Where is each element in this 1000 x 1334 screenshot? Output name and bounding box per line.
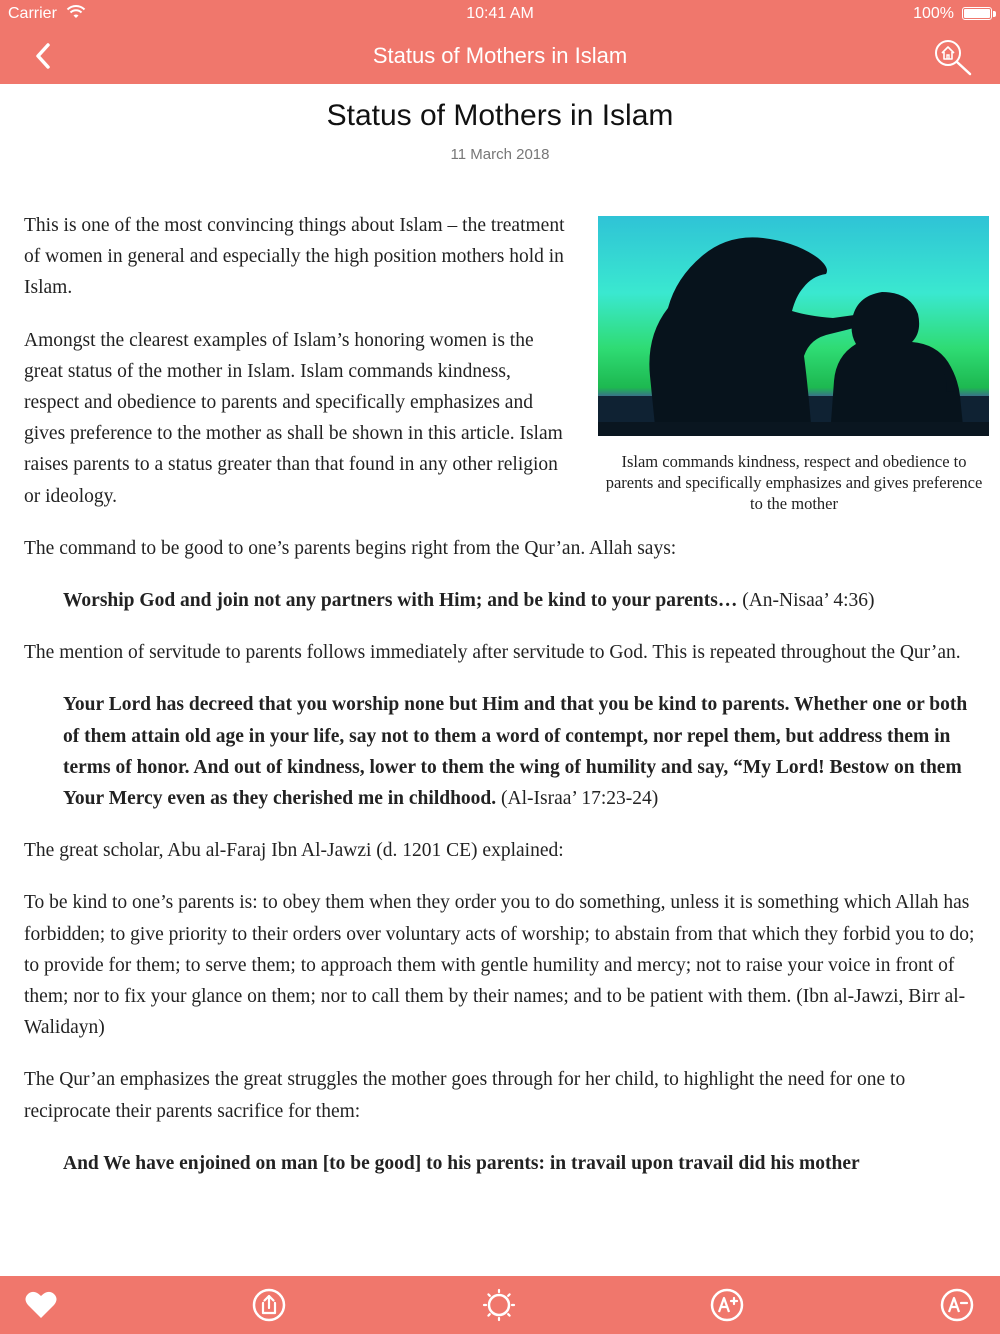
home-search-icon[interactable] [930, 36, 976, 76]
nav-title: Status of Mothers in Islam [372, 43, 628, 68]
article-body [24, 210, 983, 1200]
paragraph: The Qur’an emphasizes the great struggles the mother goes through for her child, to highlight the need for one to reciprocate their parents sacrifice for them: [24, 1069, 906, 1122]
clock: 10:41 AM [466, 5, 534, 22]
carrier-label: Carrier [8, 5, 57, 22]
font-decrease-icon[interactable] [940, 1288, 974, 1322]
battery-percentage: 100% [913, 5, 954, 22]
image-caption: Islam commands kindness, respect and obedience to parents and specifically emphasizes and gives preference to the mother [605, 452, 983, 513]
navigation-bar [0, 28, 1000, 84]
battery-tip [993, 11, 996, 17]
paragraph: The command to be good to one’s parents begins right from the Qur’an. Allah says: [24, 537, 677, 559]
article-title: Status of Mothers in Islam [326, 99, 674, 132]
article-date: 11 March 2018 [450, 146, 550, 163]
status-bar [0, 0, 1000, 28]
mother-child-silhouette-image [598, 216, 989, 436]
bottom-toolbar [0, 1276, 1000, 1334]
share-icon[interactable] [252, 1288, 286, 1322]
paragraph: To be kind to one’s parents is: to obey them when they order you to do something, unless it is something which Allah has forbidden; to give priority to their orders over voluntary acts of worship; to abstain from that which they forbid you to do; to provide for them; to serve them; to approach them with gentle humility and mercy; not to raise your voice in front of them; nor to fix your glance on them; nor to call them by their names; and to be patient with them. (Ibn al-Jawzi, Birr al-Walidayn) [24, 892, 975, 1039]
paragraph: The mention of servitude to parents follows immediately after servitude to God. This is repeated throughout the Qur’an. [24, 642, 961, 664]
article-content[interactable] [0, 84, 1000, 1276]
quote-reference: (An-Nisaa’ 4:36) [737, 590, 875, 612]
quran-quote [63, 585, 976, 616]
quote-reference: (Al-Israa’ 17:23-24) [496, 788, 659, 810]
quote-text: Your Lord has decreed that you worship none but Him and that you be kind to parents. Whether one or both of them attain old age in your life, say not to them a word of contempt, nor repel them, but address them in terms of honor. And out of kindness, lower to them the wing of humility and say, “My Lord! Bestow on them Your Mercy even as they cherished me in childhood. [63, 694, 968, 810]
quran-quote [63, 1148, 976, 1179]
quran-quote [63, 689, 976, 814]
font-increase-icon[interactable] [710, 1288, 744, 1322]
battery-icon [962, 7, 992, 20]
article-figure [598, 216, 990, 514]
heart-icon[interactable] [24, 1288, 58, 1322]
brightness-icon[interactable] [482, 1288, 516, 1322]
paragraph: The great scholar, Abu al-Faraj Ibn Al-Jawzi (d. 1201 CE) explained: [24, 840, 564, 862]
paragraph: Amongst the clearest examples of Islam’s honoring women is the great status of the mother in Islam. Islam commands kindness, respect and obedience to parents and specifically emphasizes and gives preference to the mother as shall be shown in this article. Islam raises parents to a status greater than that found in any other religion or ideology. [24, 329, 563, 507]
quote-text: And We have enjoined on man [to be good] to his parents: in travail upon travail did his mother [63, 1152, 860, 1174]
quote-text: Worship God and join not any partners with Him; and be kind to your parents… [63, 590, 738, 612]
paragraph: This is one of the most convincing things about Islam – the treatment of women in general and especially the high position mothers hold in Islam. [24, 215, 565, 299]
